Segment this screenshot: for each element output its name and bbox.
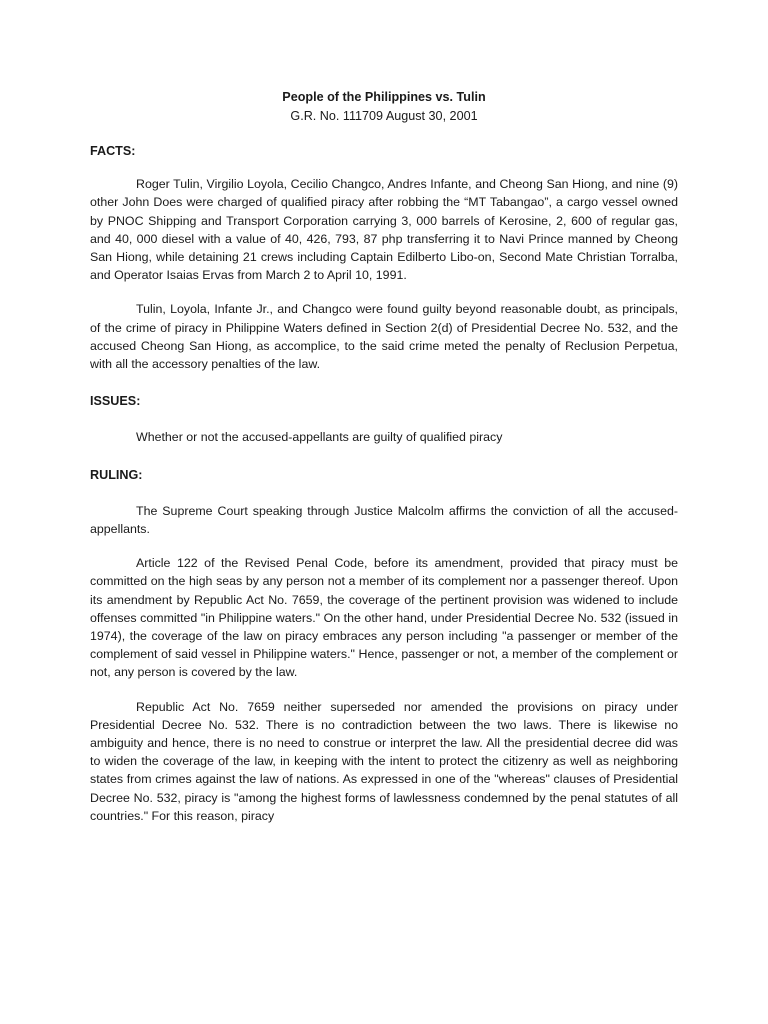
ruling-paragraph-3: Republic Act No. 7659 neither superseded nor amended the provisions on piracy under Presidential Decree No. 532. There is no contradiction between the two laws. There is likewise no ambiguity and hence, there is no need to construe or interpret the law. All the presidential decree did was to widen the coverage of the law, in keeping with the intent to protect the citizenry as well as neighboring states from crimes against the law of nations. As expressed in one of the "whereas" clauses of Presidential Decree No. 532, piracy is "among the highest forms of lawlessness condemned by the penal statutes of all countries." For this reason, piracy (90, 699, 678, 823)
document-page (90, 88, 678, 825)
issues-heading: ISSUES: (90, 394, 141, 409)
ruling-paragraph-2: Article 122 of the Revised Penal Code, before its amendment, provided that piracy must be committed on the high seas by any person not a member of its complement nor a passenger thereof. Upon its amendment by Republic Act No. 7659, the coverage of the pertinent provision was widened to include offenses committed "in Philippine waters." On the other hand, under Presidential Decree No. 532 (issued in 1974), the coverage of the law on piracy embraces any person including "a passenger or member of the complement of said vessel in Philippine waters." Hence, passenger or not, a member of the complement or not, any person is covered by the law. (90, 556, 678, 680)
ruling-heading: RULING: (90, 467, 143, 482)
facts-paragraph-2: Tulin, Loyola, Infante Jr., and Changco were found guilty beyond reasonable doubt, as principals, of the crime of piracy in Philippine Waters defined in Section 2(d) of Presidential Decree No. 532, and the accused Cheong San Hiong, as accomplice, to the said crime meted the penalty of Reclusion Perpetua, with all the accessory penalties of the law. (90, 302, 678, 372)
document-title: People of the Philippines vs. Tulin (282, 90, 486, 104)
facts-paragraph-1: Roger Tulin, Virgilio Loyola, Cecilio Changco, Andres Infante, and Cheong San Hiong, and nine (9) other John Does were charged of qualified piracy after robbing the “MT Tabangao”, a cargo vessel owned by PNOC Shipping and Transport Corporation carrying 3, 000 barrels of Kerosine, 2, 600 of regular gas, and 40, 000 diesel with a value of 40, 426, 793, 87 php transferring it to Navi Prince manned by Cheong San Hiong, while detaining 21 crews including Captain Edilberto Libo-on, Second Mate Christian Torralba, and Operator Isaias Ervas from March 2 to April 10, 1991. (90, 177, 678, 283)
ruling-paragraph-1: The Supreme Court speaking through Justice Malcolm affirms the conviction of all the accused-appellants. (90, 503, 678, 537)
facts-heading: FACTS: (90, 144, 136, 158)
case-citation: G.R. No. 111709 August 30, 2001 (290, 109, 478, 123)
issue-text: Whether or not the accused-appellants are guilty of qualified piracy (136, 430, 503, 445)
